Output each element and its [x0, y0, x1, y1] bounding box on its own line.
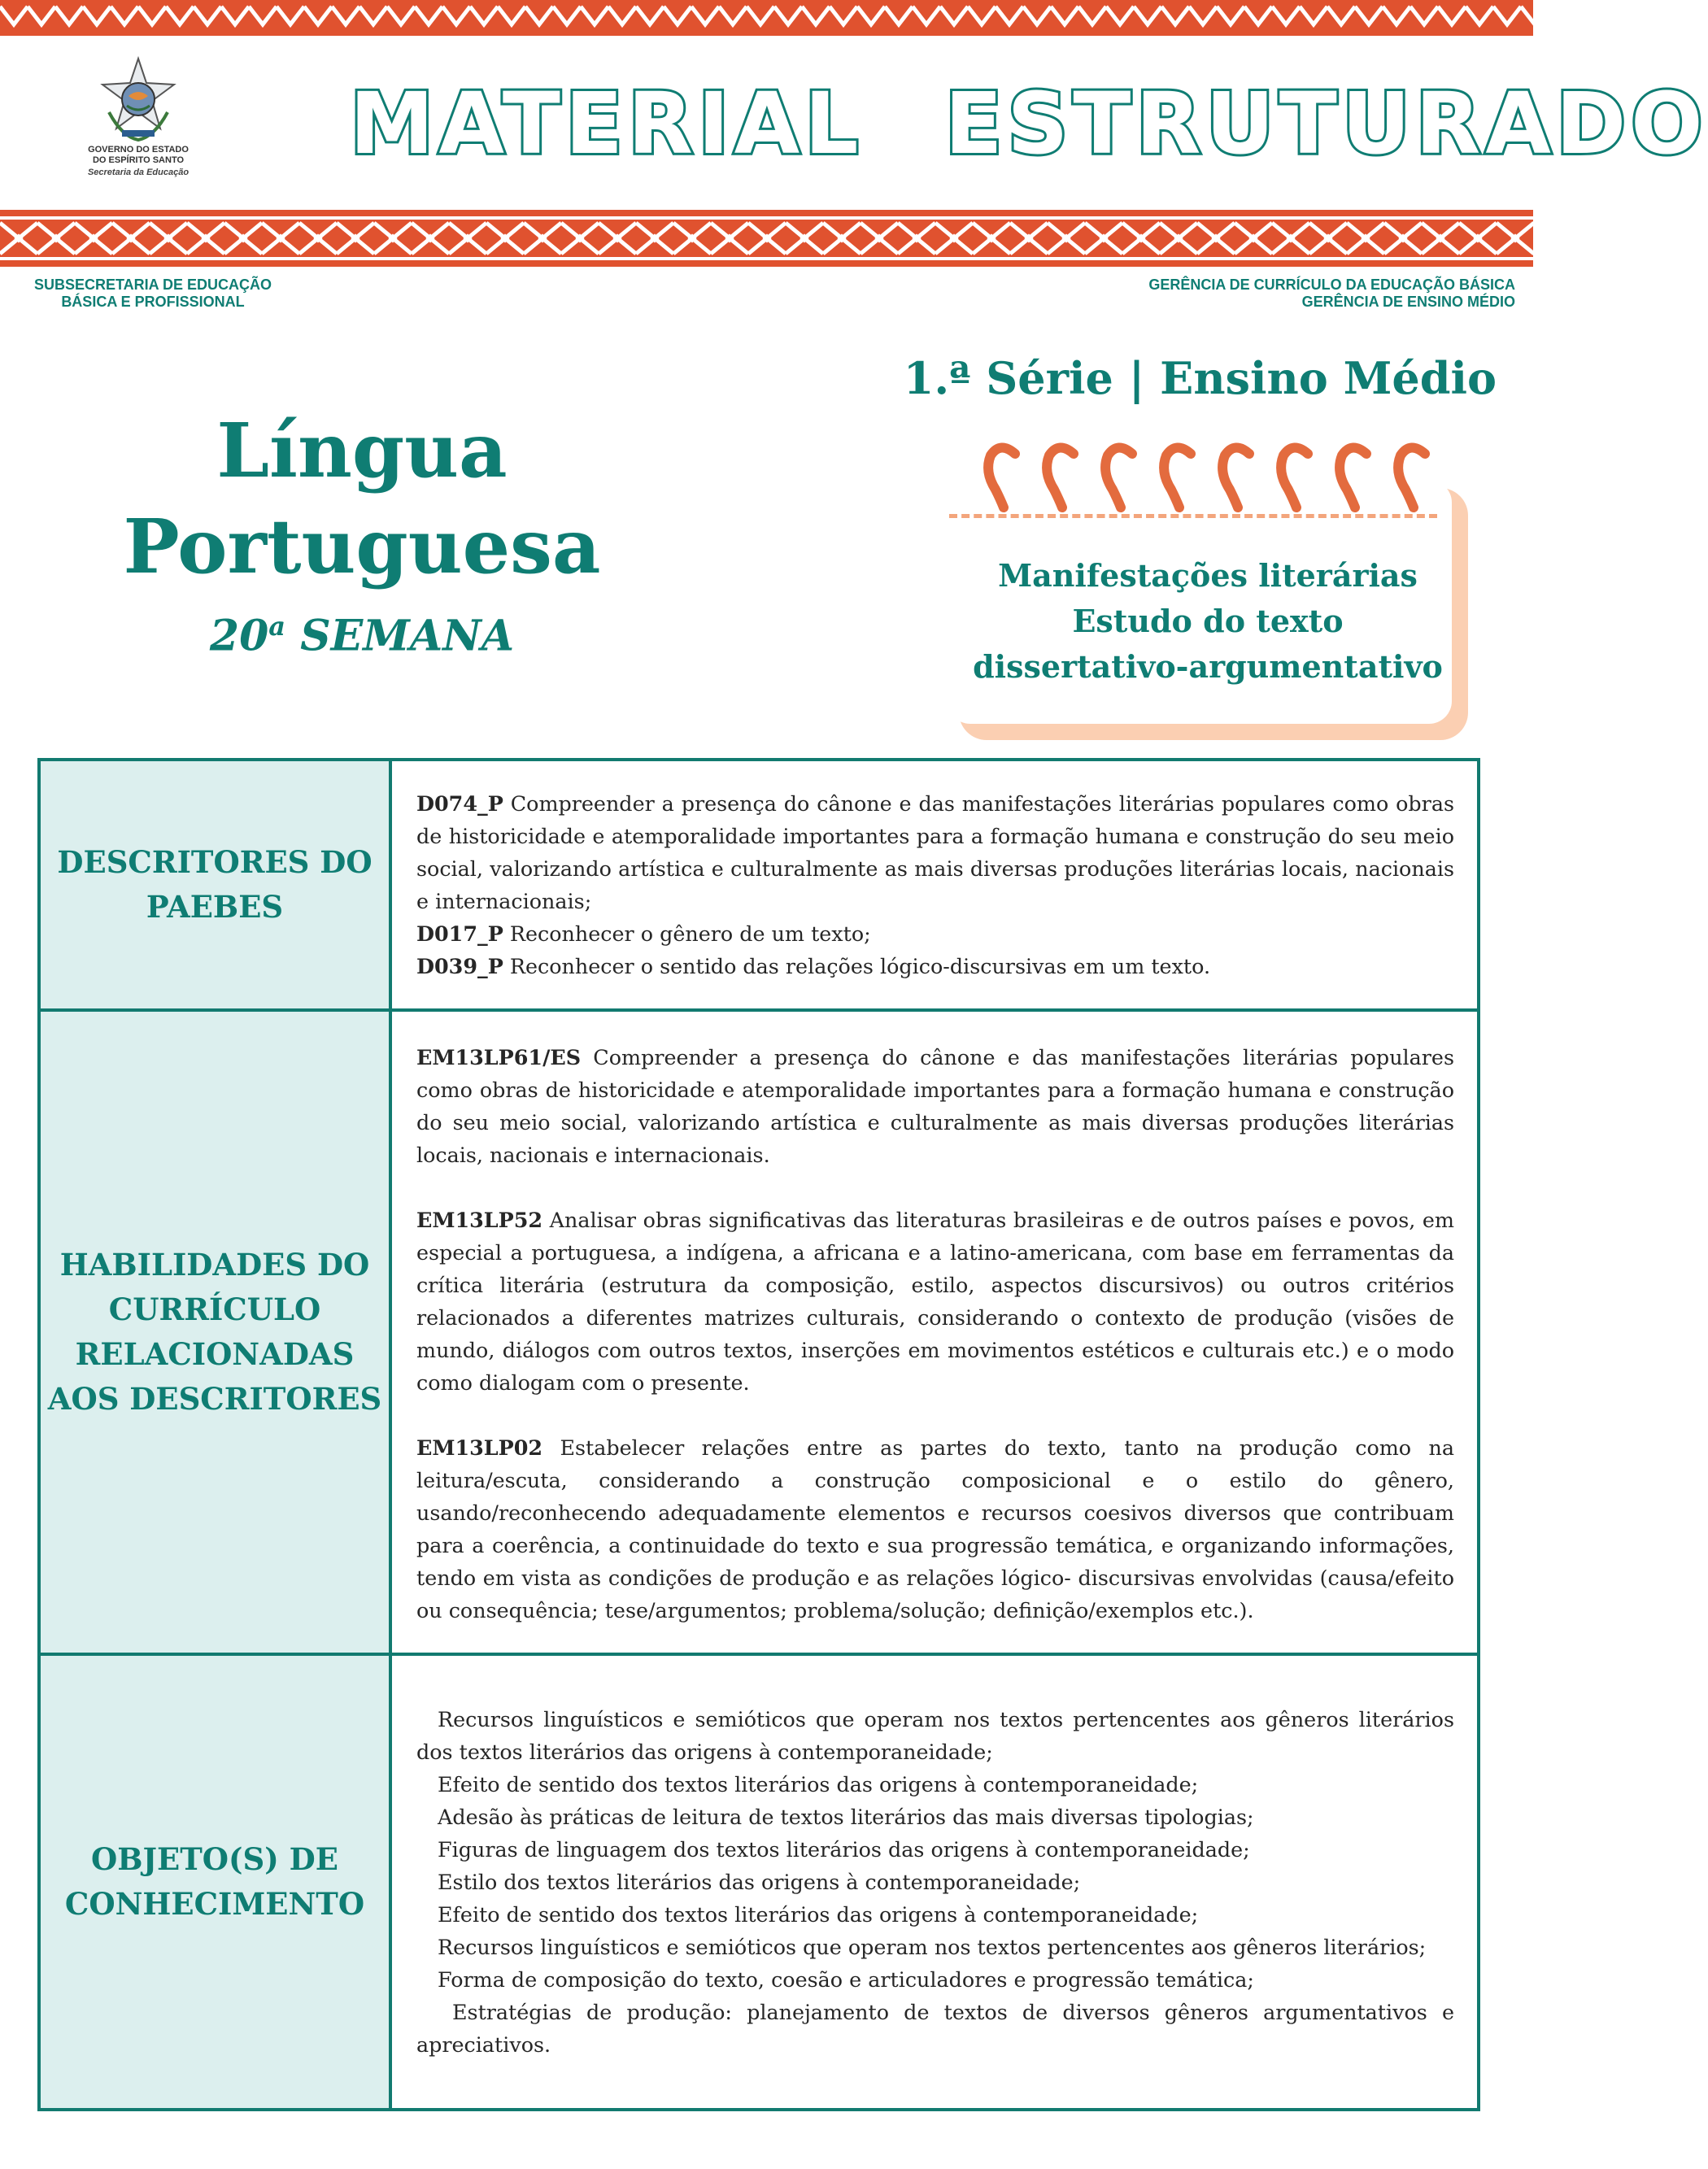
objeto-item: Efeito de sentido dos textos literários das origens à contemporaneidade;: [438, 1902, 1199, 1927]
notepad-ring: [1281, 447, 1308, 507]
label-objetos: OBJETO(S) DE CONHECIMENTO: [41, 1656, 392, 2108]
notepad-ring: [1047, 447, 1074, 507]
descritor-item: D074_P Compreender a presença do cânone e das manifestações literárias populares como obras de historicidade e atemporalidade importantes para a formação humana e construção do seu meio social, valorizando artística e culturalmente as mais diversas produções literárias locais, nacionais e internacionais;: [416, 791, 1454, 913]
topics-list: [964, 553, 1452, 690]
topic-3: dissertativo-argumentativo: [973, 648, 1443, 685]
title-word-2: ESTRUTURADO: [944, 74, 1708, 173]
subject-title: [81, 403, 643, 664]
gerencia-label: GERÊNCIA DE CURRÍCULO DA EDUCAÇÃO BÁSICA GERÊNCIA DE ENSINO MÉDIO: [1148, 277, 1515, 310]
content-habilidades: [392, 1012, 1477, 1653]
notepad-ring: [988, 447, 1015, 507]
row-habilidades: [41, 1012, 1477, 1656]
topic-2: Estudo do texto: [1072, 603, 1344, 639]
notepad-ring: [1340, 447, 1366, 507]
notepad-rings: [984, 439, 1423, 516]
title-word-1: MATERIAL: [350, 74, 864, 173]
logo-line-1: GOVERNO DO ESTADO: [88, 145, 189, 155]
notepad-ring: [1164, 447, 1191, 507]
objeto-item: Forma de composição do texto, coesão e articuladores e progressão temática;: [438, 1967, 1254, 1992]
main-title: [350, 74, 1708, 173]
objeto-item: Adesão às práticas de leitura de textos literários das mais diversas tipologias;: [438, 1805, 1254, 1829]
serie-label: 1.ª Série | Ensino Médio: [903, 352, 1497, 404]
descritor-item: D039_P Reconhecer o sentido das relações lógico-discursivas em um texto.: [416, 954, 1211, 978]
row-descritores: [41, 761, 1477, 1012]
info-table: [37, 758, 1480, 2111]
objeto-item: Estratégias de produção: planejamento de textos de diversos gêneros argumentativos e apreciativos.: [416, 2000, 1454, 2057]
objeto-item: Recursos linguísticos e semióticos que operam nos textos pertencentes aos gêneros literários;: [438, 1935, 1427, 1959]
top-decorative-border: [0, 0, 1533, 36]
descritor-item: D017_P Reconhecer o gênero de um texto;: [416, 921, 871, 946]
notepad-ring: [1398, 447, 1425, 507]
decorative-band: [0, 210, 1533, 267]
objeto-item: Figuras de linguagem dos textos literários das origens à contemporaneidade;: [438, 1837, 1250, 1862]
government-logo: [73, 55, 203, 194]
topics-notepad: [948, 439, 1468, 740]
objeto-item: Efeito de sentido dos textos literários das origens à contemporaneidade;: [438, 1772, 1199, 1797]
content-descritores: [392, 761, 1477, 1008]
habilidade-item: EM13LP02 Estabelecer relações entre as partes do texto, tanto na produção como na leitura/escuta, considerando a construção composicional e o estilo do gênero, usando/reconhecendo adequadamente elementos e recursos coesivos diversos que contribuam para a coerência, a continuidade do texto e sua progressão temática, e organizando informações, tendo em vista as condições de produção e as relações lógico- discursivas envolvidas (causa/efeito ou consequência; tese/argumentos; problema/solução; definição/exemplos etc.).: [416, 1435, 1454, 1622]
topic-1: Manifestações literárias: [998, 557, 1418, 594]
row-objetos: [41, 1656, 1477, 2108]
label-habilidades: HABILIDADES DO CURRÍCULO RELACIONADAS AOS DESCRITORES: [41, 1012, 392, 1653]
coat-of-arms-icon: [98, 55, 179, 145]
notepad-ring: [1222, 447, 1249, 507]
notepad-ring: [1105, 447, 1132, 507]
logo-line-2: DO ESPÍRITO SANTO: [92, 155, 185, 165]
content-objetos: [392, 1656, 1477, 2108]
habilidade-item: EM13LP61/ES Compreender a presença do cânone e das manifestações literárias populares como obras de historicidade e atemporalidade importantes para a formação humana e construção do seu meio social, valorizando artística e culturalmente as mais diversas produções literárias locais, nacionais e internacionais.: [416, 1045, 1454, 1167]
label-descritores: DESCRITORES DO PAEBES: [41, 761, 392, 1008]
habilidade-item: EM13LP52 Analisar obras significativas das literaturas brasileiras e de outros países e povos, em especial a portuguesa, a indígena, a africana e a latino-americana, com base em ferramentas da crítica literária (estrutura da composição, estilo, aspectos discursivos) ou outros critérios relacionados a diferentes matrizes culturais, considerando o contexto de produção (visões de mundo, diálogos com outros textos, inserções em movimentos estéticos e culturais etc.) e o modo como dialogam com o presente.: [416, 1208, 1454, 1395]
logo-subtitle: Secretaria da Educação: [87, 168, 190, 177]
subject-line-1: Língua: [216, 407, 508, 494]
objeto-item: Estilo dos textos literários das origens à contemporaneidade;: [438, 1870, 1081, 1894]
subject-line-2: Portuguesa: [123, 503, 601, 590]
subsecretaria-label: SUBSECRETARIA DE EDUCAÇÃO BÁSICA E PROFISSIONAL: [33, 277, 272, 310]
week-label: 20$^a$ SEMANA: [209, 611, 515, 661]
objeto-item: Recursos linguísticos e semióticos que operam nos textos pertencentes aos gêneros literários dos textos literários das origens à contemporaneidade;: [416, 1707, 1454, 1764]
